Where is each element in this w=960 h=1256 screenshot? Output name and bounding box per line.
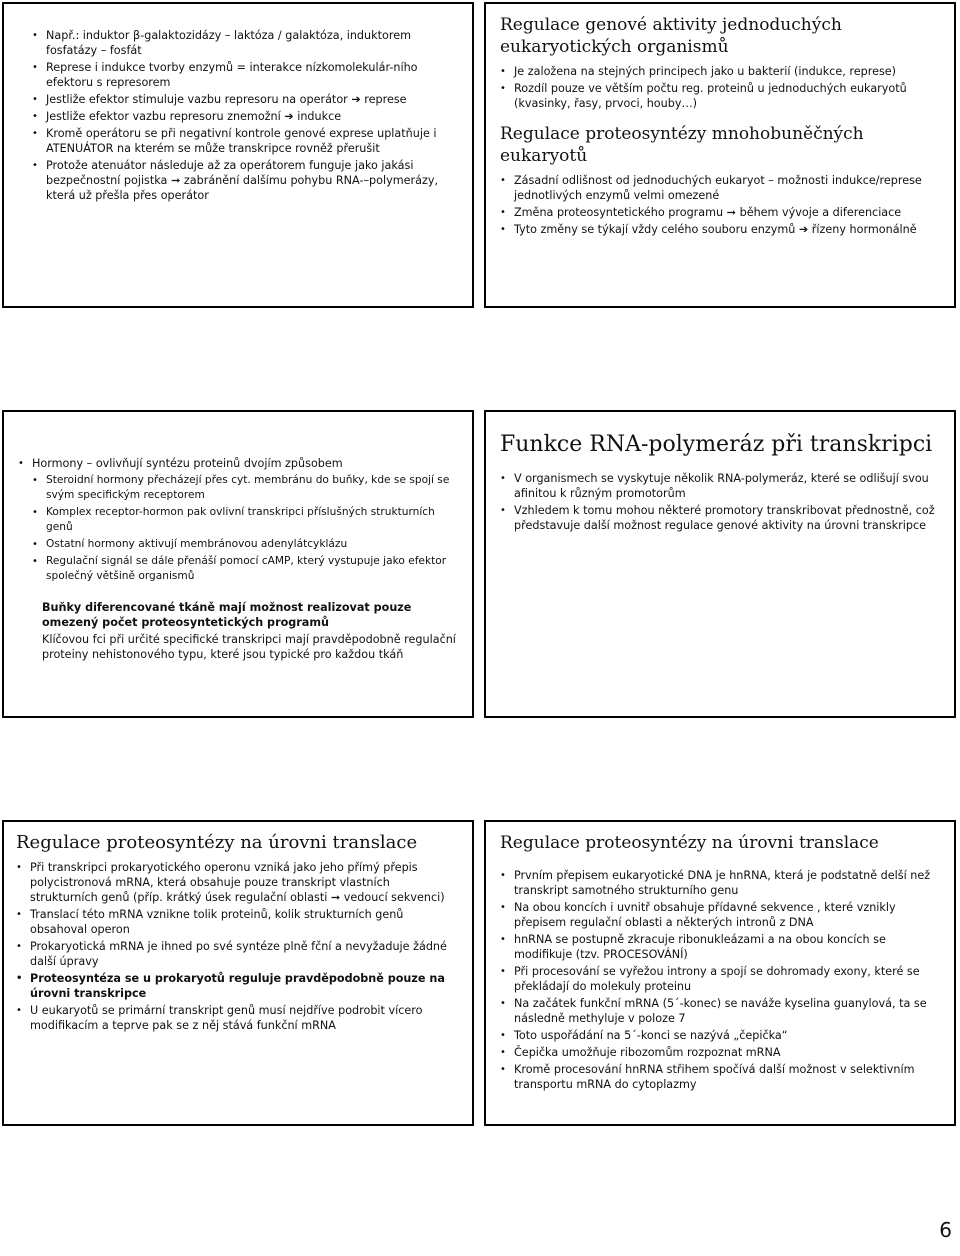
bullet-item: • U eukaryotů se primární transkript genů musí nejdříve podrobit vícero modifikacím a teprve pak se z něj stává funkční mRNA bbox=[16, 1003, 460, 1033]
bullet-item: • Vzhledem k tomu mohou některé promotory transkribovat přednostně, což představuje další možnost regulace genové aktivity na úrovni transkripce bbox=[500, 503, 940, 533]
bullet-item: • Např.: induktor β-galaktozidázy – laktóza / galaktóza, induktorem fosfatázy – fosfát bbox=[32, 28, 460, 58]
bullet-item: • Translací této mRNA vznikne tolik proteinů, kolik strukturních genů obsahoval operon bbox=[16, 907, 460, 937]
bullet-item: • Kromě operátoru se při negativní kontrole genové exprese uplatňuje i ATENUÁTOR na kterém se může transkripce rovněž přerušit bbox=[32, 126, 460, 156]
bullet-item: • V organismech se vyskytuje několik RNA-polymeráz, které se odlišují svou afinitou k různým promotorům bbox=[500, 471, 940, 501]
sub-bullet-item: • Regulační signál se dále přenáší pomocí cAMP, který vystupuje jako efektor společný většině organismů bbox=[18, 554, 460, 584]
slide-title: Funkce RNA-polymeráz při transkripci bbox=[500, 432, 933, 457]
bullet-item: • Je založena na stejných principech jako u bakterií (indukce, represe) bbox=[500, 64, 940, 79]
bullet-item: • Zásadní odlišnost od jednoduchých eukaryot – možnosti indukce/represe jednotlivých enzymů velmi omezené bbox=[500, 173, 940, 203]
bullet-item: • Při procesování se vyřežou introny a spojí se dohromady exony, které se překládají do molekuly proteinu bbox=[500, 964, 940, 994]
paragraph-bold: Buňky diferencované tkáně mají možnost realizovat pouze omezený počet proteosyntetických programů bbox=[42, 601, 412, 629]
slide-title: Regulace genové aktivity jednoduchých eukaryotických organismů bbox=[500, 15, 842, 57]
bullet-item: • Prokaryotická mRNA je ihned po své syntéze plně fční a nevyžaduje žádné další úpravy bbox=[16, 939, 460, 969]
bullet-item: • Jestliže efektor stimuluje vazbu represoru na operátor ➔ represe bbox=[32, 92, 460, 107]
bullet-item: • Rozdíl pouze ve větším počtu reg. proteinů u jednoduchých eukaryotů (kvasinky, řasy, prvoci, houby…) bbox=[500, 81, 940, 111]
bullet-item: • Prvním přepisem eukaryotické DNA je hnRNA, která je podstatně delší než transkript samotného strukturního genu bbox=[500, 868, 940, 898]
page-number: 6 bbox=[939, 1218, 952, 1242]
slide-title: Regulace proteosyntézy na úrovni translace bbox=[500, 833, 879, 853]
bullet-item: • Hormony – ovlivňují syntézu proteinů dvojím způsobem bbox=[18, 456, 460, 471]
sub-bullet-item: • Ostatní hormony aktivují membránovou adenylátcyklázu bbox=[18, 537, 460, 552]
slide-5 bbox=[2, 820, 474, 1126]
sub-bullet-item: • Komplex receptor-hormon pak ovlivní transkripci příslušných strukturních genů bbox=[18, 505, 460, 535]
bullet-item: • Protože atenuátor následuje až za operátorem funguje jako jakási bezpečnostní pojistka ➞ zabránění dalšímu pohybu RNA-–polymerázy, která už přešla přes operátor bbox=[32, 158, 460, 203]
bullet-item: • Kromě procesování hnRNA střihem spočívá další možnost v selektivním transportu mRNA do cytoplazmy bbox=[500, 1062, 940, 1092]
bullet-item: • Toto uspořádání na 5´-konci se nazývá „čepička“ bbox=[500, 1028, 940, 1043]
slide-1 bbox=[2, 2, 474, 308]
bullet-item: • hnRNA se postupně zkracuje ribonukleázami a na obou koncích se modifikuje (tzv. PROCESOVÁNÍ) bbox=[500, 932, 940, 962]
bullet-item: • Tyto změny se týkají vždy celého souboru enzymů ➔ řízeny hormonálně bbox=[500, 222, 940, 237]
slide-3 bbox=[2, 410, 474, 718]
bullet-item: • Na obou koncích i uvnitř obsahuje přídavné sekvence , které vznikly přepisem regulační oblasti a některých intronů z DNA bbox=[500, 900, 940, 930]
bullet-item: • Na začátek funkční mRNA (5´-konec) se naváže kyselina guanylová, ta se následně methyluje v poloze 7 bbox=[500, 996, 940, 1026]
paragraph: Klíčovou fci při určité specifické transkripci mají pravděpodobně regulační proteiny nehistonového typu, které jsou typické pro každou tkáň bbox=[42, 633, 456, 661]
bullet-item: • Represe i indukce tvorby enzymů = interakce nízkomolekulár-ního efektoru s represorem bbox=[32, 60, 460, 90]
sub-bullet-item: • Steroidní hormony přecházejí přes cyt. membránu do buňky, kde se spojí se svým specifickým receptorem bbox=[18, 473, 460, 503]
bullet-item: • Jestliže efektor vazbu represoru znemožní ➔ indukce bbox=[32, 109, 460, 124]
bullet-item: • Čepička umožňuje ribozomům rozpoznat mRNA bbox=[500, 1045, 940, 1060]
slide-2 bbox=[484, 2, 956, 308]
bullet-item-bold: • Proteosyntéza se u prokaryotů reguluje pravděpodobně pouze na úrovni transkripce bbox=[16, 971, 460, 1001]
bullet-item: • Při transkripci prokaryotického operonu vzniká jako jeho přímý přepis polycistronová mRNA, která obsahuje pouze transkript vlastních strukturních genů (příp. krátký úsek regulační oblasti ➞ vedoucí sekvenci) bbox=[16, 860, 460, 905]
slide-title: Regulace proteosyntézy na úrovni translace bbox=[16, 832, 418, 853]
slide-title: Regulace proteosyntézy mnohobuněčných eukaryotů bbox=[500, 124, 864, 166]
slide-6 bbox=[484, 820, 956, 1126]
bullet-item: • Změna proteosyntetického programu ➞ během vývoje a diferenciace bbox=[500, 205, 940, 220]
slide-4 bbox=[484, 410, 956, 718]
